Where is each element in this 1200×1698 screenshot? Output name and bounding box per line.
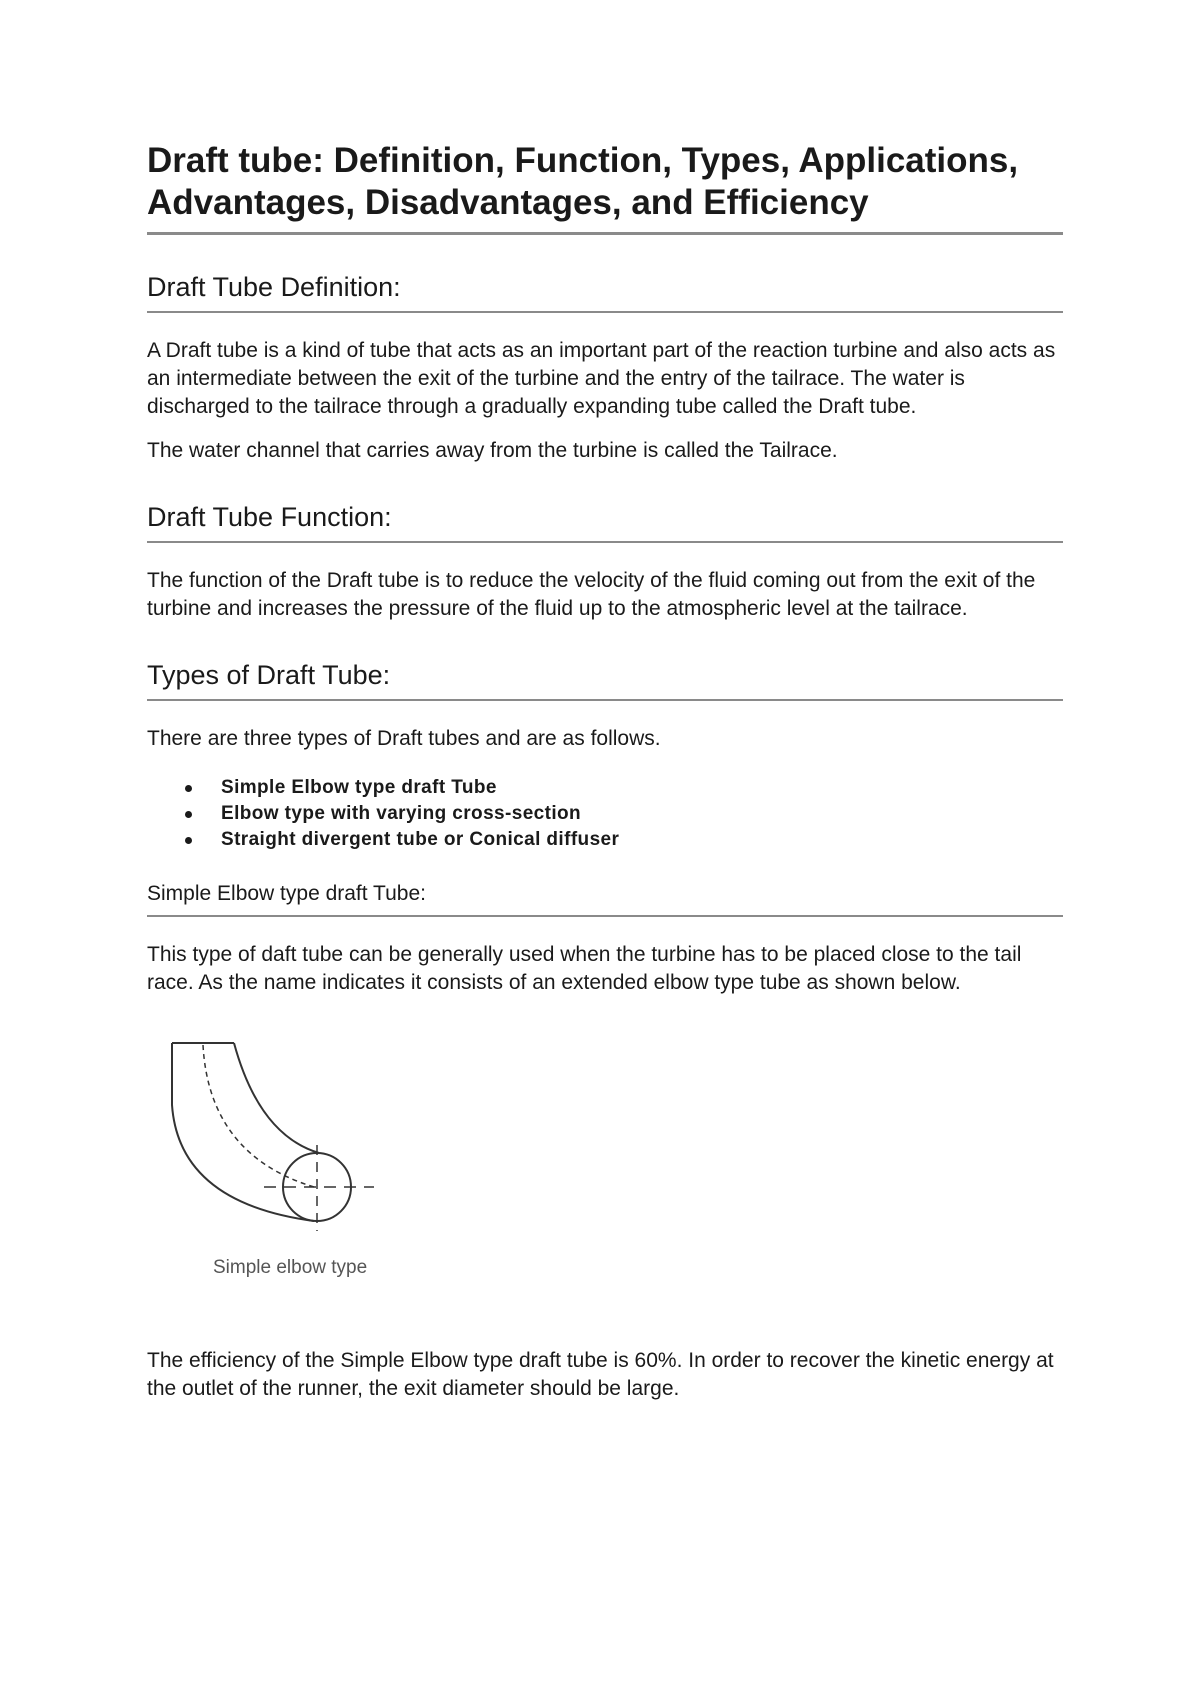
- section-heading-function: Draft Tube Function:: [147, 501, 1063, 543]
- list-item: [185, 827, 1063, 853]
- section-heading-definition: Draft Tube Definition:: [147, 271, 1063, 313]
- sub-heading-simple-elbow: Simple Elbow type draft Tube:: [147, 881, 1063, 917]
- section-heading-types: Types of Draft Tube:: [147, 659, 1063, 701]
- efficiency-paragraph: The efficiency of the Simple Elbow type draft tube is 60%. In order to recover the kinetic energy at the outlet of the runner, the exit diameter should be large.: [147, 1349, 1054, 1400]
- elbow-tube-diagram: [169, 1035, 399, 1255]
- list-item: [185, 775, 1063, 801]
- simple-elbow-paragraph: This type of daft tube can be generally used when the turbine has to be placed close to the tail race. As the name indicates it consists of an extended elbow type tube as shown below.: [147, 943, 1022, 994]
- bullet-icon: [185, 811, 192, 818]
- function-paragraph: The function of the Draft tube is to reduce the velocity of the fluid coming out from the exit of the turbine and increases the pressure of the fluid up to the atmospheric level at the tailrace.: [147, 569, 1036, 620]
- list-item: [185, 801, 1063, 827]
- document-title: Draft tube: Definition, Function, Types, Applications, Advantages, Disadvantages, and Efficiency: [147, 140, 1063, 235]
- simple-elbow-figure: [169, 1035, 399, 1295]
- bullet-icon: [185, 785, 192, 792]
- list-item-label: Straight divergent tube or Conical diffuser: [221, 829, 620, 850]
- tailrace-paragraph: The water channel that carries away from the turbine is called the Tailrace.: [147, 439, 838, 462]
- list-item-label: Elbow type with varying cross-section: [221, 803, 582, 824]
- document-page: [147, 140, 1063, 1403]
- list-item-label: Simple Elbow type draft Tube: [221, 777, 497, 798]
- bullet-icon: [185, 837, 192, 844]
- figure-caption: Simple elbow type: [213, 1257, 368, 1278]
- types-intro: There are three types of Draft tubes and are as follows.: [147, 727, 661, 750]
- types-list: [147, 775, 1063, 853]
- definition-paragraph: A Draft tube is a kind of tube that acts as an important part of the reaction turbine and also acts as an intermediate between the exit of the turbine and the entry of the tailrace. The water is discharged to the tailrace through a gradually expanding tube called the Draft tube.: [147, 339, 1056, 418]
